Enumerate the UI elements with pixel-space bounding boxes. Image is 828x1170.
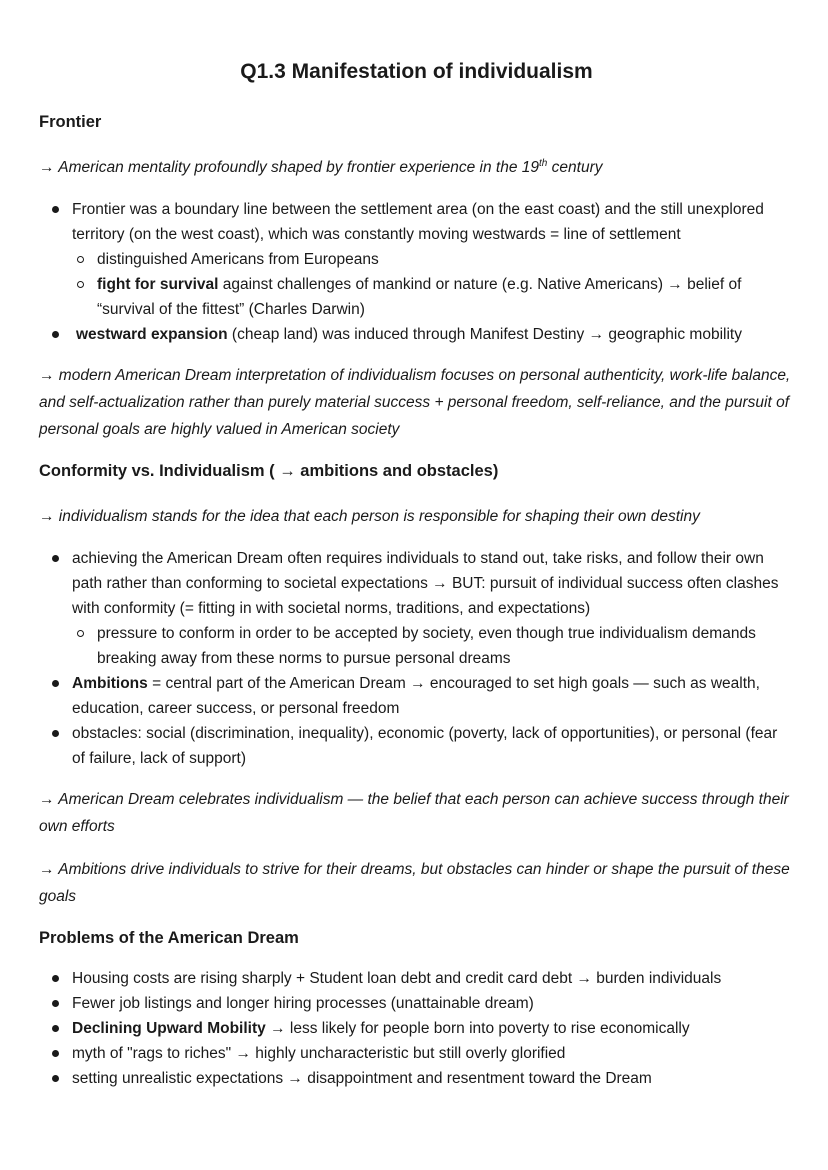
list-item: Frontier was a boundary line between the settlement area (on the east coast) and the still unexplored territory (on the west coast), which was constantly moving westwards = line of settlement distinguished Americans from Europeans fight for survival against challenges of mankind or nature (e.g. Native Americans) → belief of “survival of the fittest” (Charles Darwin) xyxy=(39,197,794,322)
frontier-list xyxy=(39,197,794,347)
list-item: Fewer job listings and longer hiring processes (unattainable dream) xyxy=(39,991,794,1016)
conformity-sublist xyxy=(72,621,794,671)
note-dream-celebrates: → American Dream celebrates individualism — the belief that each person can achieve success through their own efforts xyxy=(39,791,789,835)
note-individualism-destiny: → individualism stands for the idea that each person is responsible for shaping their own destiny xyxy=(39,508,700,525)
frontier-sublist xyxy=(72,247,794,322)
heading-problems: Problems of the American Dream xyxy=(39,929,299,947)
list-item: westward expansion (cheap land) was induced through Manifest Destiny → geographic mobility xyxy=(39,322,794,347)
list-item: distinguished Americans from Europeans xyxy=(72,247,794,272)
list-item: Declining Upward Mobility → less likely for people born into poverty to rise economically xyxy=(39,1016,794,1041)
list-item: fight for survival against challenges of mankind or nature (e.g. Native Americans) → belief of “survival of the fittest” (Charles Darwin) xyxy=(72,272,794,322)
list-item: Ambitions = central part of the American Dream → encouraged to set high goals — such as wealth, education, career success, or personal freedom xyxy=(39,671,794,721)
note-modern-dream: → modern American Dream interpretation of individualism focuses on personal authenticity, work-life balance, and self-actualization rather than purely material success + personal freedom, self-reliance, and the pursuit of personal goals are highly valued in American society xyxy=(39,367,791,438)
problems-list xyxy=(39,966,794,1091)
heading-frontier: Frontier xyxy=(39,113,102,131)
list-item: pressure to conform in order to be accepted by society, even though true individualism demands breaking away from these norms to pursue personal dreams xyxy=(72,621,794,671)
heading-conformity: Conformity vs. Individualism ( → ambitions and obstacles) xyxy=(39,462,499,480)
document-page xyxy=(39,58,794,1091)
list-item: achieving the American Dream often requires individuals to stand out, take risks, and follow their own path rather than conforming to societal expectations → BUT: pursuit of individual success often clashes with conformity (= fitting in with societal norms, traditions, and expectations) pressure to conform in order to be accepted by society, even though true individualism demands breaking away from these norms to pursue personal dreams xyxy=(39,546,794,671)
list-item: setting unrealistic expectations → disappointment and resentment toward the Dream xyxy=(39,1066,794,1091)
conformity-list xyxy=(39,546,794,771)
note-ambitions-drive: → Ambitions drive individuals to strive for their dreams, but obstacles can hinder or shape the pursuit of these goals xyxy=(39,861,790,905)
list-item: myth of "rags to riches" → highly uncharacteristic but still overly glorified xyxy=(39,1041,794,1066)
list-item: obstacles: social (discrimination, inequality), economic (poverty, lack of opportunities), or personal (fear of failure, lack of support) xyxy=(39,721,794,771)
list-item: Housing costs are rising sharply + Student loan debt and credit card debt → burden individuals xyxy=(39,966,794,991)
page-title: Q1.3 Manifestation of individualism xyxy=(240,60,593,83)
note-frontier-mentality: → American mentality profoundly shaped by frontier experience in the 19th century xyxy=(39,157,603,176)
